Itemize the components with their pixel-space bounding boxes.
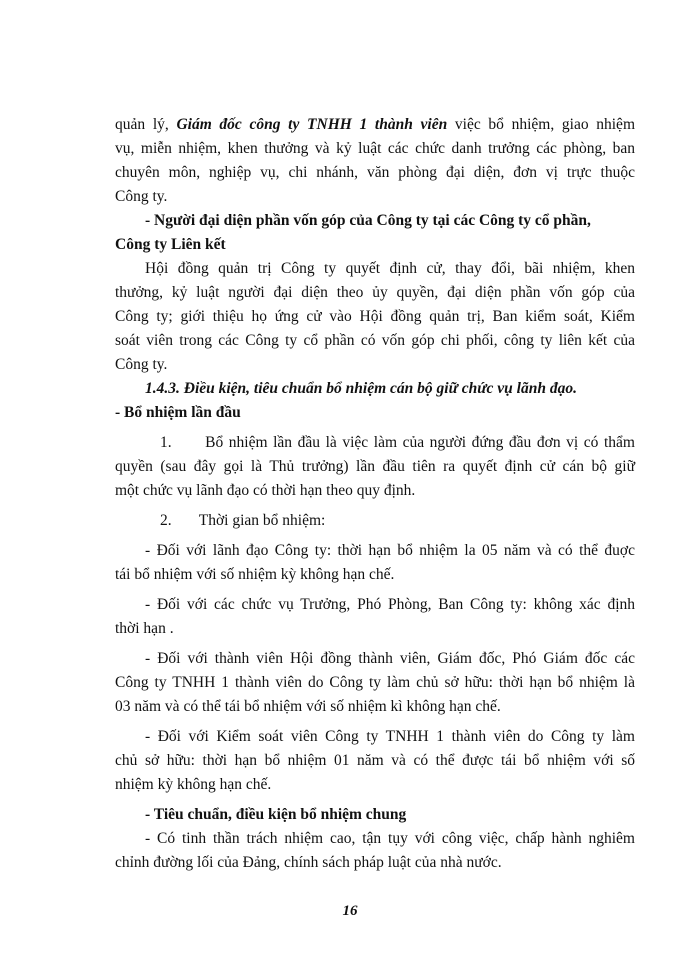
text-line: vụ, miễn nhiệm, khen thưởng và kỷ luật các chức danh trưởng các phòng, ban — [115, 140, 635, 157]
text-line: một chức vụ lãnh đạo có thời hạn theo quy định. — [115, 482, 416, 499]
paragraph-leadership-appointment — [115, 113, 635, 209]
text-line: quyền (sau đây gọi là Thủ trưởng) lần đầu tiên ra quyết định cử cán bộ giữ — [115, 458, 635, 475]
text-line: nhiệm kỳ không hạn chế. — [115, 776, 272, 793]
heading-line: Công ty Liên kết — [115, 236, 226, 253]
item-number: 2. — [160, 512, 172, 529]
text-line: Hội đồng quản trị Công ty quyết định cử, thay đổi, bãi nhiệm, khen — [145, 260, 635, 277]
text-line: thời hạn . — [115, 620, 174, 637]
text-line: - Đối với Kiểm soát viên Công ty TNHH 1 thành viên do Công ty làm — [145, 728, 635, 745]
text-line — [115, 113, 635, 137]
text-line: - Đối với các chức vụ Trưởng, Phó Phòng, Ban Công ty: không xác định — [145, 596, 635, 613]
heading-line: - Người đại diện phần vốn góp của Công ty tại các Công ty cổ phần, — [145, 212, 591, 229]
text-line: - Đối với thành viên Hội đồng thành viên, Giám đốc, Phó Giám đốc các — [145, 650, 635, 667]
text-line: chuyên môn, nghiệp vụ, chi nhánh, văn phòng đại diện, đơn vị trực thuộc — [115, 164, 635, 181]
bullet-department-heads — [115, 593, 635, 641]
text-line: Công ty. — [115, 188, 168, 205]
text-line: - Có tinh thần trách nhiệm cao, tận tụy với công việc, chấp hành nghiêm — [145, 830, 635, 847]
text-line — [115, 431, 635, 455]
numbered-item-1 — [115, 431, 635, 503]
text-span: việc bổ nhiệm, giao nhiệm — [447, 116, 635, 133]
section-heading: 1.4.3. Điều kiện, tiêu chuẩn bổ nhiệm cán bộ giữ chức vụ lãnh đạo. — [145, 380, 577, 397]
bullet-company-leadership — [115, 539, 635, 587]
text-span: Thời gian bổ nhiệm: — [198, 512, 326, 529]
page-number: 16 — [342, 903, 358, 919]
bullet-members-council — [115, 647, 635, 719]
text-line: soát viên trong các Công ty cổ phần có vốn góp chi phối, công ty liên kết của — [115, 332, 635, 349]
text-line: thưởng, kỷ luật người đại diện theo ủy quyền, đại diện phần vốn góp của — [115, 284, 635, 301]
text-line: chủ sở hữu: thời hạn bổ nhiệm 01 năm và có thể được tái bổ nhiệm với số — [115, 752, 635, 769]
text-line: tái bổ nhiệm với số nhiệm kỳ không hạn chế. — [115, 566, 395, 583]
subheading-general-criteria: - Tiêu chuẩn, điều kiện bổ nhiệm chung — [145, 806, 407, 823]
text-span: Bổ nhiệm lần đầu là việc làm của người đứng đầu đơn vị có thẩm — [205, 434, 635, 451]
item-number: 1. — [160, 434, 172, 451]
text-span: quản lý, — [115, 116, 177, 133]
bullet-responsibility — [115, 827, 635, 875]
text-line: - Đối với lãnh đạo Công ty: thời hạn bổ nhiệm la 05 năm và có thể đuợc — [145, 542, 635, 559]
text-line: chỉnh đường lối của Đảng, chính sách pháp luật của nhà nước. — [115, 854, 502, 871]
text-line — [115, 509, 635, 533]
paragraph-board-decision — [115, 257, 635, 377]
heading-representative-capital — [115, 209, 635, 257]
emphasis-text: Giám đốc công ty TNHH 1 thành viên — [176, 116, 448, 133]
text-line: 03 năm và có thể tái bổ nhiệm với số nhiệm kì không hạn chế. — [115, 698, 501, 715]
numbered-item-2 — [115, 509, 635, 533]
document-body — [115, 113, 635, 875]
text-line: Công ty TNHH 1 thành viên do Công ty làm chủ sở hữu: thời hạn bổ nhiệm là — [115, 674, 635, 691]
bullet-controllers — [115, 725, 635, 797]
text-line: Công ty. — [115, 356, 168, 373]
subheading-first-appointment: - Bổ nhiệm lần đầu — [115, 404, 241, 421]
text-line: Công ty; giới thiệu họ ứng cử vào Hội đồng quản trị, Ban kiểm soát, Kiểm — [115, 308, 635, 325]
